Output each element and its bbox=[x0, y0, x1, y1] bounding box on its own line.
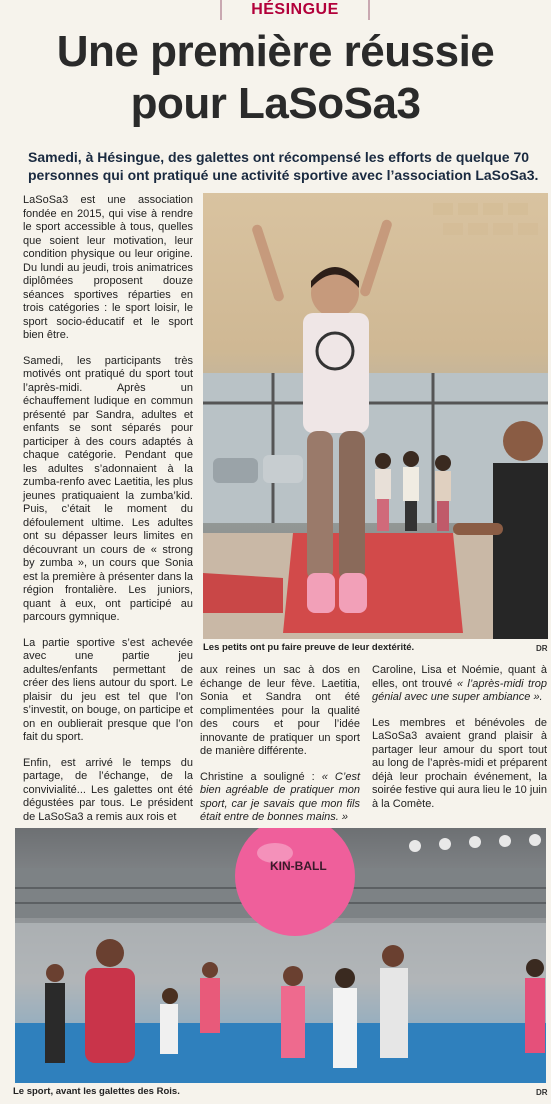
quote: « l’après-midi trop génial avec une super ambiance ». bbox=[372, 677, 547, 703]
paragraph: Enfin, est arrivé le temps du partage, de l’échange, de la convivialité... Les galettes ont été dégustées par tous. Le président de LaSoSa3 a remis aux rois et bbox=[23, 756, 193, 823]
paragraph: La partie sportive s’est achevée avec une partie jeu adultes/enfants permettant de créer des liens autour du sport. Le plaisir du jeu est tel que l’on s’investit, on bouge, on participe et on en oublierait presque que l’on fait du sport. bbox=[23, 636, 193, 743]
title-line-1: Une première réussie bbox=[56, 27, 495, 76]
photo-caption: Le sport, avant les galettes des Rois. bbox=[13, 1086, 180, 1097]
photo-credit: DR bbox=[536, 1088, 548, 1097]
paragraph: Samedi, les participants très motivés ont pratiqué du sport tout l’après-midi. Après un échauffement ludique en commun présenté par Sandra, adultes et enfants se sont séparés pour participer à des cours adaptés à chaque catégorie. Pendant que les adultes s’adonnaient à la zumba-renfo avec Laetitia, les plus jeunes pratiquaient la zumba’kid. Puis, c’était le moment du défoulement ultime. Les adultes ont su dépasser leurs limites en découvrant un cours de « strong by zumba », un cours que Sonia est la première à présenter dans la région frontalière. Les juniors, quant à eux, ont participé au parcours gymnique. bbox=[23, 354, 193, 623]
column-3 bbox=[372, 664, 547, 823]
section-kicker: HÉSINGUE bbox=[220, 0, 370, 20]
paragraph: aux reines un sac à dos en échange de leur fève. Laetitia, Sonia et Sandra ont été complimentées pour la qualité des cours et pour l’idée innovante de pratiquer un sport de manière différente. bbox=[200, 664, 360, 757]
photo-kinball-game bbox=[15, 828, 546, 1083]
ball-label: KIN-BALL bbox=[270, 859, 327, 873]
text: Christine a souligné : bbox=[200, 770, 322, 783]
photo-credit: DR bbox=[536, 644, 548, 653]
paragraph: Les membres et bénévoles de LaSoSa3 avaient grand plaisir à partager leur amour du sport tout au long de l’après-midi et préparent déjà leur prochain événement, la soirée festive qui aura lieu le 10 juin à la Comète. bbox=[372, 716, 547, 810]
quote: « C’est bien agréable de pratiquer mon sport, car je savais que mon fils était entre de bonnes mains. » bbox=[200, 770, 360, 823]
column-2 bbox=[200, 664, 360, 837]
article-title bbox=[0, 26, 551, 130]
text: Caroline, Lisa et Noémie, quant à elles, ont trouvé bbox=[372, 664, 547, 690]
paragraph bbox=[200, 771, 360, 825]
title-line-2: pour LaSoSa3 bbox=[130, 79, 421, 128]
photo-illustration bbox=[15, 828, 546, 1083]
photo-gymnastics-child bbox=[203, 193, 548, 639]
paragraph bbox=[372, 664, 547, 705]
paragraph: LaSoSa3 est une association fondée en 2015, qui vise à rendre le sport accessible à tous, quelles que soient leur motivation, leur condition physique ou leur origine. Du lundi au jeudi, trois animatrices diplômées proposent douze séances sportives réparties en trois catégories : le sport loisir, le sport socio-éducatif et le sport bien être. bbox=[23, 194, 193, 341]
article-lead: Samedi, à Hésingue, des galettes ont récompensé les efforts de quelque 70 personnes qui ont pratiqué une activité sportive avec l’association LaSoSa3. bbox=[28, 149, 539, 183]
photo-caption: Les petits ont pu faire preuve de leur dextérité. bbox=[203, 642, 415, 653]
photo-illustration bbox=[203, 193, 548, 639]
column-1 bbox=[23, 194, 193, 836]
